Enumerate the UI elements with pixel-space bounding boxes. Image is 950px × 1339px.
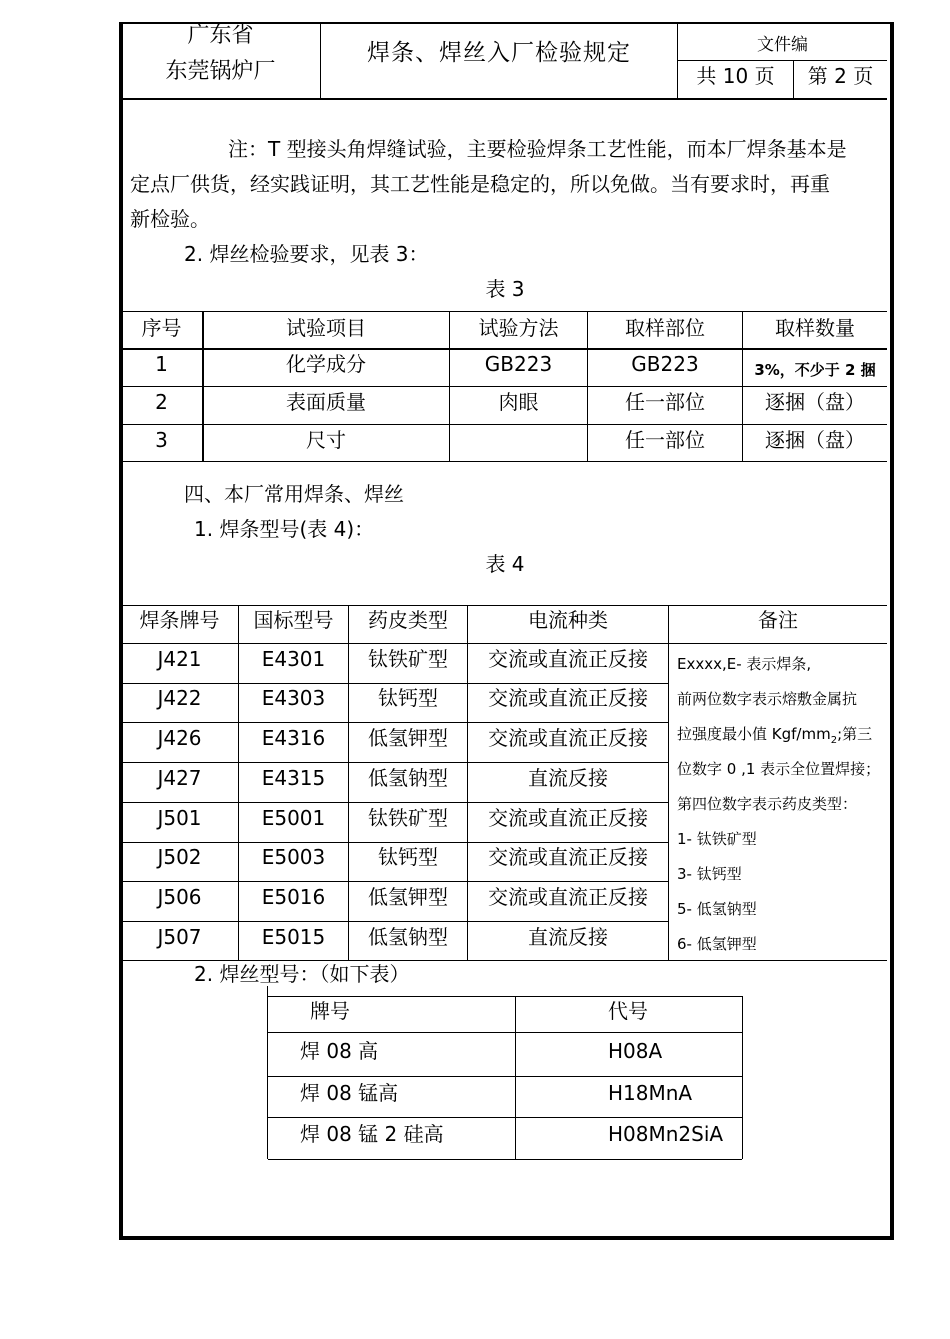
table4-header-brand: 焊条牌号 [139,608,220,632]
table3-header-method: 试验方法 [478,316,559,340]
file-no-label: 文件编 [757,35,808,55]
page-number: 第 2 页 [807,64,874,88]
table3-caption: 表 3 [485,277,525,301]
table4-caption: 表 4 [485,552,525,576]
company-line2: 东莞锅炉厂 [165,59,276,84]
doc-title: 焊条、焊丝入厂检验规定 [367,40,631,66]
company-line1: 广东省 [187,23,254,48]
table3-header-item: 试验项目 [286,316,366,340]
note-line1: 注：T 型接头角焊缝试验，主要检验焊条工艺性能，而本厂焊条基本是 [228,137,847,161]
note-line3: 新检验。 [130,207,210,231]
sub1-heading: 1. 焊条型号(表 4)： [194,517,375,541]
table3-header-location: 取样部位 [625,316,705,340]
sub2-heading: 2. 焊丝型号：（如下表） [194,962,410,986]
table4-header-coating: 药皮类型 [368,608,448,632]
section4-heading: 四、本厂常用焊条、焊丝 [184,482,404,506]
table5-header-brand: 牌号 [310,999,350,1023]
table4-header-current: 电流种类 [528,608,608,632]
total-pages: 共 10 页 [696,64,775,88]
section2-heading: 2. 焊丝检验要求，见表 3： [184,242,429,266]
table3-header-quantity: 取样数量 [775,316,855,340]
table5-header-code: 代号 [608,999,648,1023]
table4-header-standard: 国标型号 [253,608,334,632]
table4-header-remarks: 备注 [758,608,798,632]
table3-header-index: 序号 [141,316,182,340]
note-line2: 定点厂供货，经实践证明，其工艺性能是稳定的，所以免做。当有要求时，再重 [130,172,830,196]
